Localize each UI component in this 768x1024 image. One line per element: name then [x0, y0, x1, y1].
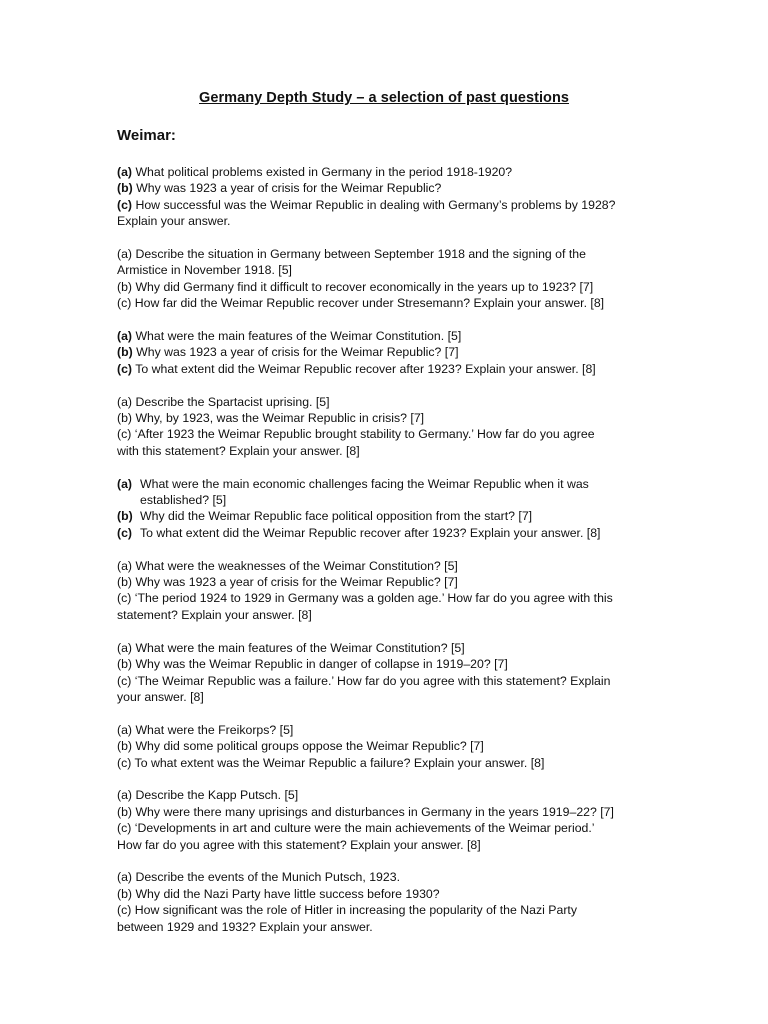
question-item	[117, 328, 662, 344]
question-item	[117, 886, 662, 902]
question-item	[117, 361, 662, 377]
question-text: Why was the Weimar Republic in danger of collapse in 1919–20? [7]	[135, 657, 508, 672]
question-group	[117, 640, 662, 706]
question-item	[117, 590, 662, 606]
question-item	[117, 787, 662, 803]
question-label: (b)	[117, 804, 133, 819]
question-text: Why did some political groups oppose the Weimar Republic? [7]	[135, 739, 484, 754]
question-item	[117, 804, 662, 820]
question-text: Why was 1923 a year of crisis for the Weimar Republic?	[136, 181, 442, 196]
question-text	[140, 508, 662, 524]
question-text: How significant was the role of Hitler in increasing the popularity of the Nazi Party	[134, 903, 577, 918]
question-item	[117, 246, 662, 262]
question-label: (b)	[117, 886, 133, 901]
question-text: To what extent did the Weimar Republic recover after 1923? Explain your answer. [8]	[135, 361, 596, 376]
question-label: (c)	[117, 525, 133, 540]
question-text: Why, by 1923, was the Weimar Republic in crisis? [7]	[135, 411, 425, 426]
question-label: (b)	[117, 345, 133, 360]
question-text-line: Explain your answer.	[117, 214, 231, 229]
question-item	[117, 656, 662, 672]
question-label: (a)	[117, 640, 133, 655]
question-text-line: established? [5]	[140, 493, 227, 508]
question-label: (b)	[117, 739, 133, 754]
question-item	[117, 640, 662, 656]
question-label: (b)	[117, 411, 133, 426]
question-group	[117, 328, 662, 377]
question-label: (a)	[117, 394, 133, 409]
question-label: (b)	[117, 181, 133, 196]
question-item	[117, 738, 662, 754]
question-text: What political problems existed in Germany in the period 1918-1920?	[135, 165, 513, 179]
question-item	[117, 394, 662, 410]
question-label: (a)	[117, 165, 133, 179]
question-item	[117, 574, 662, 590]
question-label: (b)	[117, 279, 133, 294]
question-group	[117, 722, 662, 771]
question-group	[117, 394, 662, 460]
question-text: To what extent was the Weimar Republic a failure? Explain your answer. [8]	[134, 755, 545, 770]
question-group	[117, 164, 662, 230]
question-text: Why did the Nazi Party have little success before 1930?	[135, 886, 440, 901]
question-label: (c)	[117, 755, 132, 770]
question-item	[117, 197, 662, 213]
question-label: (b)	[117, 575, 133, 590]
question-label: (a)	[117, 329, 133, 344]
question-text-line: To what extent did the Weimar Republic recover after 1923? Explain your answer. [8]	[140, 525, 601, 540]
question-item	[117, 558, 662, 574]
question-item	[117, 820, 662, 836]
question-label: (a)	[117, 558, 133, 573]
question-text: How successful was the Weimar Republic in dealing with Germany’s problems by 1928?	[135, 197, 616, 212]
question-text-line: with this statement? Explain your answer. [8]	[117, 443, 360, 458]
question-text: ‘The Weimar Republic was a failure.’ How far do you agree with this statement? Explain	[134, 673, 611, 688]
question-text: ‘The period 1924 to 1929 in Germany was a golden age.’ How far do you agree with this	[134, 591, 613, 606]
question-text-line: your answer. [8]	[117, 689, 204, 704]
document-title: Germany Depth Study – a selection of past questions	[199, 90, 569, 106]
question-item	[117, 869, 662, 885]
question-label: (c)	[117, 903, 132, 918]
question-text-line: How far do you agree with this statement? Explain your answer. [8]	[117, 837, 481, 852]
question-text: What were the main features of the Weimar Constitution? [5]	[135, 640, 465, 655]
question-list	[117, 164, 662, 951]
question-item	[117, 673, 662, 689]
question-text: What were the Freikorps? [5]	[135, 722, 294, 737]
question-label: (c)	[117, 361, 133, 376]
question-label: (a)	[117, 247, 133, 262]
question-group	[117, 558, 662, 624]
question-item	[117, 279, 662, 295]
question-item	[117, 344, 662, 360]
question-text: Why was 1923 a year of crisis for the Weimar Republic? [7]	[135, 575, 458, 590]
question-label: (b)	[117, 509, 133, 524]
question-text: What were the weaknesses of the Weimar Constitution? [5]	[135, 558, 458, 573]
question-text: Why did Germany find it difficult to recover economically in the years up to 1923? [7]	[135, 279, 594, 294]
question-item	[117, 755, 662, 771]
question-text: Describe the Kapp Putsch. [5]	[135, 788, 299, 803]
question-label: (c)	[117, 197, 133, 212]
question-label: (c)	[117, 673, 132, 688]
question-text: Why were there many uprisings and disturbances in Germany in the years 1919–22? [7]	[135, 804, 614, 819]
question-text: Why was 1923 a year of crisis for the Weimar Republic? [7]	[136, 345, 459, 360]
question-text	[140, 476, 662, 509]
question-label: (a)	[117, 722, 133, 737]
question-item	[117, 902, 662, 918]
question-item	[117, 722, 662, 738]
question-label: (c)	[117, 591, 132, 606]
question-item	[117, 410, 662, 426]
question-text: Describe the events of the Munich Putsch, 1923.	[135, 870, 400, 885]
question-item	[117, 476, 662, 509]
question-text-line: Why did the Weimar Republic face political opposition from the start? [7]	[140, 509, 533, 524]
question-item	[117, 525, 662, 541]
question-label: (a)	[117, 476, 133, 491]
question-text: Describe the Spartacist uprising. [5]	[135, 394, 330, 409]
section-heading: Weimar:	[117, 127, 176, 144]
question-text: What were the main features of the Weimar Constitution. [5]	[135, 329, 462, 344]
question-group	[117, 476, 662, 542]
question-text: Describe the situation in Germany between September 1918 and the signing of the	[135, 247, 586, 262]
question-text: ‘After 1923 the Weimar Republic brought stability to Germany.’ How far do you agree	[134, 427, 595, 442]
question-item	[117, 508, 662, 524]
question-label: (c)	[117, 821, 132, 836]
question-group	[117, 246, 662, 312]
question-label: (a)	[117, 870, 133, 885]
question-text	[140, 525, 662, 541]
question-item	[117, 426, 662, 442]
question-label: (c)	[117, 427, 132, 442]
question-group	[117, 869, 662, 935]
question-label: (b)	[117, 657, 133, 672]
question-label: (a)	[117, 788, 133, 803]
question-item	[117, 180, 662, 196]
question-text: How far did the Weimar Republic recover under Stresemann? Explain your answer. [8]	[134, 296, 605, 311]
question-label: (c)	[117, 296, 132, 311]
question-text-line: What were the main economic challenges facing the Weimar Republic when it was	[140, 476, 589, 491]
question-group	[117, 787, 662, 853]
question-item	[117, 164, 662, 180]
question-text-line: statement? Explain your answer. [8]	[117, 607, 312, 622]
question-text-line: Armistice in November 1918. [5]	[117, 263, 292, 278]
question-item	[117, 295, 662, 311]
question-text: ‘Developments in art and culture were the main achievements of the Weimar period.’	[134, 821, 595, 836]
question-text-line: between 1929 and 1932? Explain your answer.	[117, 919, 373, 934]
